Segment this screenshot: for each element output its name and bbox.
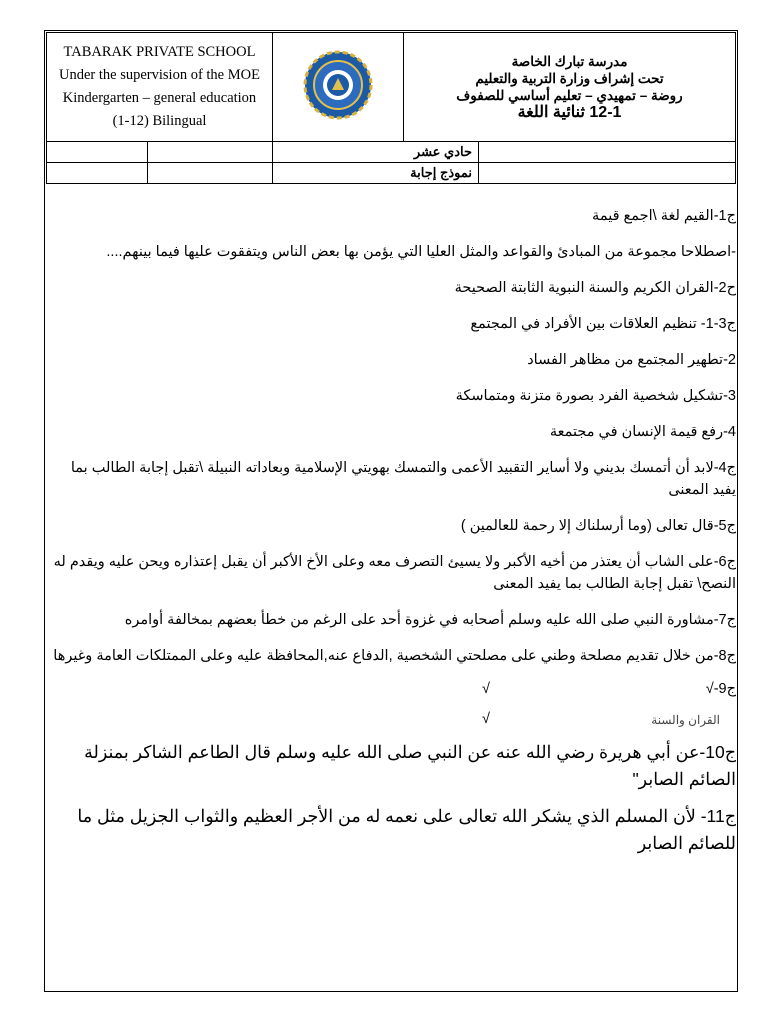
check-mark-icon: √ xyxy=(482,711,490,727)
info-cell xyxy=(479,163,736,184)
question-9-checks xyxy=(50,681,736,739)
q9-label: ج9-√ xyxy=(705,681,736,697)
school-ar-line: روضة – تمهيدي – تعليم أساسي للصفوف xyxy=(456,88,683,103)
answer-line: 3-تشكيل شخصية الفرد بصورة متزنة ومتماسكة xyxy=(455,388,736,404)
answer-line: 4-رفع قيمة الإنسان في مجتمعة xyxy=(549,424,736,440)
answer-line: ج5-قال تعالى (وما أرسلناك إلا رحمة للعالمين ) xyxy=(460,518,736,534)
header-table xyxy=(46,32,736,184)
answer-line: ج8-من خلال تقديم مصلحة وطني على مصلحتي الشخصية ,الدفاع عنه,المحافظة عليه وعلى الممتلكات العامة وغيرها xyxy=(53,648,736,664)
answer-line: ج1-القيم لغة \اجمع قيمة xyxy=(592,208,736,224)
answer-line: ج4-لابد أن أتمسك بديني ولا أساير التقبيد الأعمى والتمسك بهويتي الإسلامية وبعاداته النبيلة \تقبل إجابة الطالب بما يفيد المعنى xyxy=(70,460,736,498)
answer-content xyxy=(50,205,736,867)
answer-line-large: ج10-عن أبي هريرة رضي الله عنه عن النبي صلى الله عليه وسلم قال الطاعم الشاكر بمنزلة الصائم الصابر" xyxy=(84,742,736,789)
answer-line: ح2-القران الكريم والسنة النبوية الثابتة الصحيحة xyxy=(454,280,736,296)
info-cell xyxy=(47,163,148,184)
info-cell xyxy=(148,163,273,184)
answer-line: 2-تطهير المجتمع من مظاهر الفساد xyxy=(527,352,736,368)
answer-line: ج3-1- تنظيم العلاقات بين الأفراد في المجتمع xyxy=(470,316,736,332)
answer-line-large: ج11- لأن المسلم الذي يشكر الله تعالى على نعمه له من الأجر العظيم والثواب الجزيل مثل ما للصائم الصابر xyxy=(77,806,736,853)
school-name-arabic xyxy=(404,33,736,142)
school-en-line: (1-12) Bilingual xyxy=(112,113,207,129)
model-answer-cell: نموذج إجابة xyxy=(273,163,479,184)
school-en-line: TABARAK PRIVATE SCHOOL xyxy=(63,44,256,60)
info-cell xyxy=(148,142,273,163)
check-mark-icon: √ xyxy=(482,681,490,697)
logo-cell xyxy=(273,33,404,142)
q9-note: القران والسنة xyxy=(651,713,720,727)
school-ar-line: 12-1 ثنائية اللغة xyxy=(517,104,622,121)
answer-line: ج7-مشاورة النبي صلى الله عليه وسلم أصحابه في غزوة أحد على الرغم من خطأ بعضهم بمخالفة أوامره xyxy=(124,612,736,628)
info-cell xyxy=(479,142,736,163)
school-en-line: Under the supervision of the MOE xyxy=(59,67,260,83)
school-logo-icon xyxy=(302,49,374,121)
school-ar-line: تحت إشراف وزارة التربية والتعليم xyxy=(475,71,664,86)
school-name-english xyxy=(47,33,273,142)
school-ar-line: مدرسة تبارك الخاصة xyxy=(511,54,628,69)
school-en-line: Kindergarten – general education xyxy=(62,90,257,106)
answer-line: -اصطلاحا مجموعة من المبادئ والقواعد والمثل العليا التي يؤمن بها بعض الناس ويتفقوت عليها فيما بينهم.... xyxy=(106,244,736,260)
info-cell xyxy=(47,142,148,163)
grade-cell: حادي عشر xyxy=(273,142,479,163)
answer-line: ج6-على الشاب أن يعتذر من أخيه الأكبر ولا يسيئ التصرف معه وعلى الأخ الأكبر أن يقبل إعتذاره ويحن عليه ويقدم له النصح\ تقبل إجابة الطالب بما يفيد المعنى xyxy=(53,554,736,592)
